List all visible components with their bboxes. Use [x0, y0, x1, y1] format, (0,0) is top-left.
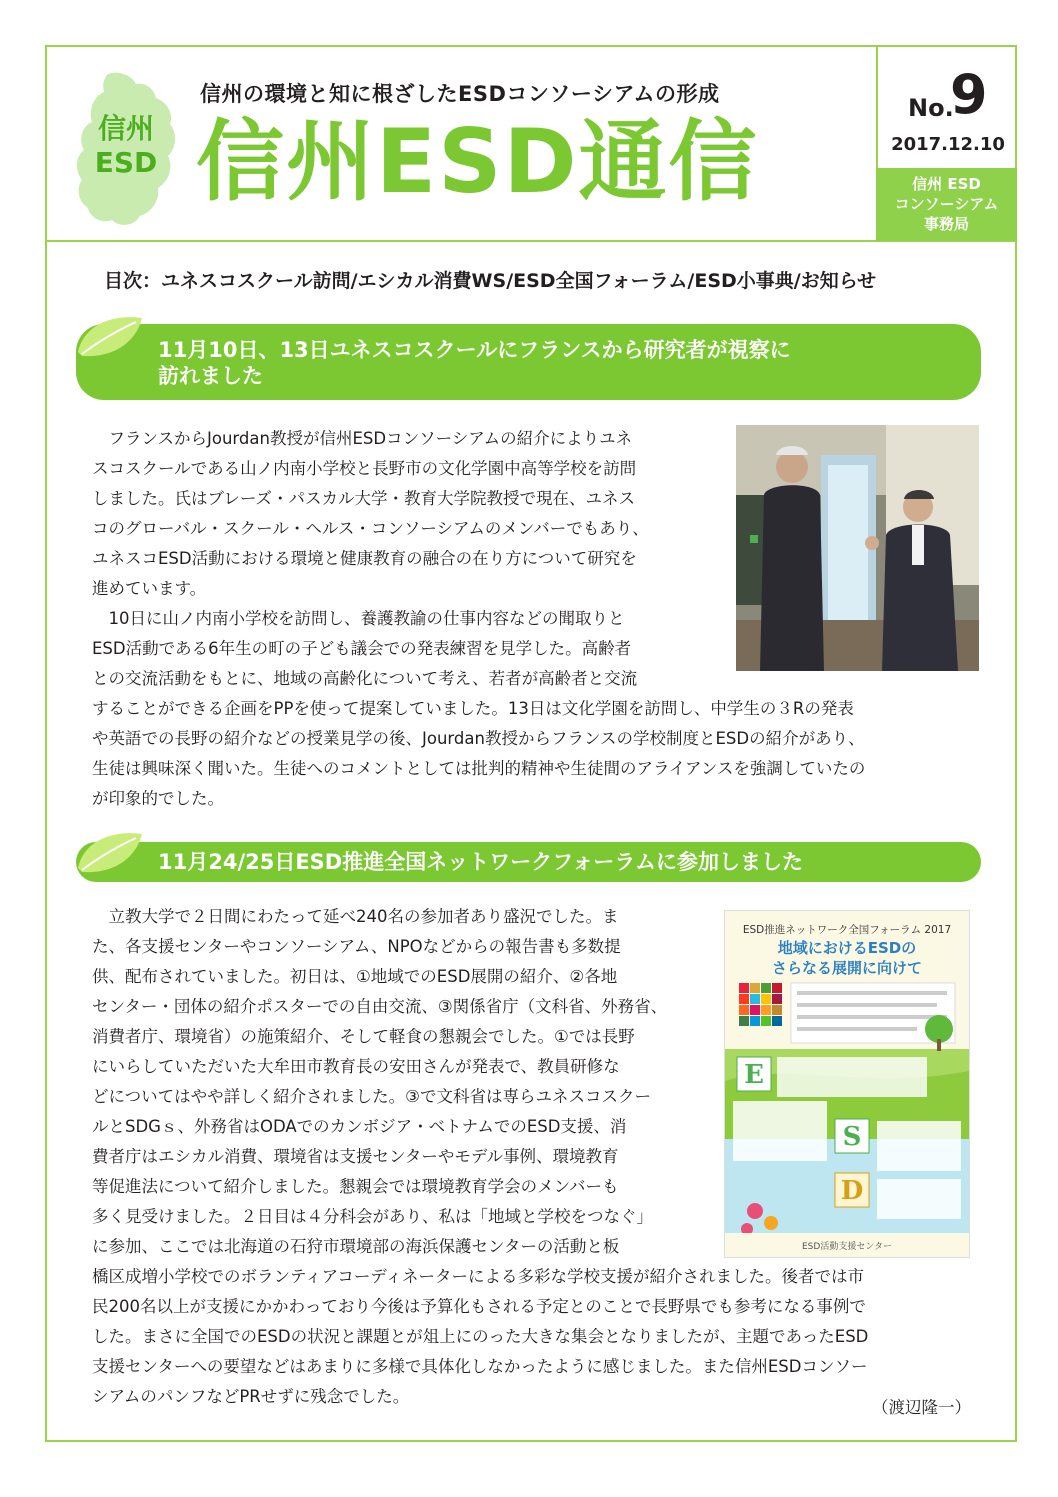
issue-date: 2017.12.10 [891, 134, 1005, 155]
text-line: することができる企画をPPを使って提案していました。13日は文化学園を訪問し、中学生の３Rの発表 [92, 699, 854, 718]
text-line: 等促進法について紹介しました。懇親会では環境教育学会のメンバーも [92, 1177, 619, 1196]
text-line: にいらしていただいた大牟田市教育長の安田さんが発表で、教員研修な [92, 1057, 620, 1076]
text-line: シアムのパンフなどPRせずに残念でした。 [92, 1387, 410, 1406]
text-line: スコスクールである山ノ内南小学校と長野市の文化学園中高等学校を訪問 [92, 459, 637, 478]
text-line: ESD活動である6年生の町の子ども議会での発表練習を見学した。高齢者 [92, 639, 632, 658]
text-line: センター・団体の紹介ポスターでの自由交流、③関係省庁（文科省、外務省、 [92, 997, 668, 1016]
publisher-line: コンソーシアム [894, 195, 999, 213]
text-line: どについてはやや詳しく紹介されました。③で文科省は専らユネスコスクー [92, 1087, 651, 1106]
publisher-line: 事務局 [923, 215, 969, 233]
text-line: 進めています。 [92, 579, 207, 598]
poster-footer: ESD活動支援センター [802, 1242, 892, 1252]
section1-heading [76, 324, 981, 400]
issue-number: 9 [950, 63, 988, 126]
poster-title-line: さらなる展開に向けて [771, 959, 923, 977]
text-line: 多く見受けました。２日目は４分科会があり、私は「地域と学校をつなぐ」 [92, 1207, 653, 1226]
text-line: 10日に山ノ内南小学校を訪問し、養護教諭の仕事内容などの聞取りと [108, 609, 625, 628]
publisher-box [876, 168, 1017, 241]
forum-poster [724, 910, 970, 1258]
text-line: との交流活動をもとに、地域の高齢化について考え、若者が高齢者と交流 [92, 669, 638, 688]
text-line: 供、配布されていました。初日は、①地域でのESD展開の紹介、②各地 [92, 967, 618, 986]
text-line: 橋区成増小学校でのボランティアコーディネーターによる多彩な学校支援が紹介されました。後者では市 [92, 1267, 865, 1286]
issue-label: No. [908, 94, 954, 122]
text-line: フランスからJourdan教授が信州ESDコンソーシアムの紹介によりユネ [108, 429, 633, 448]
publisher-line: 信州 ESD [912, 175, 981, 193]
section1-heading-line: 11月10日、13日ユネスコスクールにフランスから研究者が視察に [158, 338, 791, 362]
text-line: 民200名以上が支援にかかわっており今後は予算化もされる予定とのことで長野県でも参考になる事例で [92, 1297, 866, 1316]
table-of-contents: 目次：ユネスコスクール訪問/エシカル消費WS/ESD全国フォーラム/ESD小事典/お知らせ [104, 270, 877, 292]
text-line: た、各支援センターやコンソーシアム、NPOなどからの報告書も多数提 [92, 937, 621, 956]
newsletter-subtitle: 信州の環境と知に根ざしたESDコンソーシアムの形成 [200, 82, 720, 106]
text-line: 生徒は興味深く聞いた。生徒へのコメントとしては批判的精神や生徒間のアライアンスを強調していたの [92, 759, 866, 778]
logo-text: 信州ESD [94, 112, 158, 179]
text-line: や英語での長野の紹介などの授業見学の後、Jourdan教授からフランスの学校制度とESDの紹介があり、 [92, 729, 865, 748]
poster-letter: S [842, 1122, 862, 1152]
text-line: しました。氏はブレーズ・パスカル大学・教育大学院教授で現在、ユネス [92, 489, 636, 508]
text-line: 支援センターへの要望などはあまりに多様で具体化しなかったように感じました。また信州ESDコンソー [92, 1357, 868, 1376]
newsletter-title: 信州ESD通信 [196, 110, 759, 213]
text-line: 消費者庁、環境省）の施策紹介、そして軽食の懇親会でした。①では長野 [92, 1027, 635, 1046]
leaf-icon [74, 312, 146, 360]
leaf-icon [74, 828, 146, 876]
poster-top-line: ESD推進ネットワーク全国フォーラム 2017 [742, 924, 952, 936]
section1-heading-line: 訪れました [158, 364, 263, 388]
text-line: ユネスコESD活動における環境と健康教育の融合の在り方について研究を [92, 549, 637, 568]
text-line: コのグローバル・スクール・ヘルス・コンソーシアムのメンバーでもあり、 [92, 519, 649, 538]
text-line: 費者庁はエシカル消費、環境省は支援センターやモデル事例、環境教育 [92, 1147, 619, 1166]
text-line: に参加、ここでは北海道の石狩市環境部の海浜保護センターの活動と板 [92, 1237, 620, 1256]
text-line: した。まさに全国でのESDの状況と課題とが俎上にのった大きな集会となりましたが、主題であったESD [92, 1327, 869, 1346]
author-signature: （渡辺隆一） [872, 1398, 971, 1417]
poster-title-line: 地域におけるESDの [777, 939, 917, 957]
header-divider [45, 240, 1017, 242]
poster-letter: E [744, 1060, 764, 1090]
text-line: が印象的でした。 [92, 789, 224, 808]
text-line: ルとSDGｓ、外務省はODAでのカンボジア・ベトナムでのESD支援、消 [92, 1117, 627, 1136]
text-line: 立教大学で２日間にわたって延べ240名の参加者あり盛況でした。ま [108, 907, 619, 926]
visit-photo [736, 425, 979, 671]
section2-heading: 11月24/25日ESD推進全国ネットワークフォーラムに参加しました [76, 842, 981, 882]
poster-letter: D [840, 1176, 864, 1206]
